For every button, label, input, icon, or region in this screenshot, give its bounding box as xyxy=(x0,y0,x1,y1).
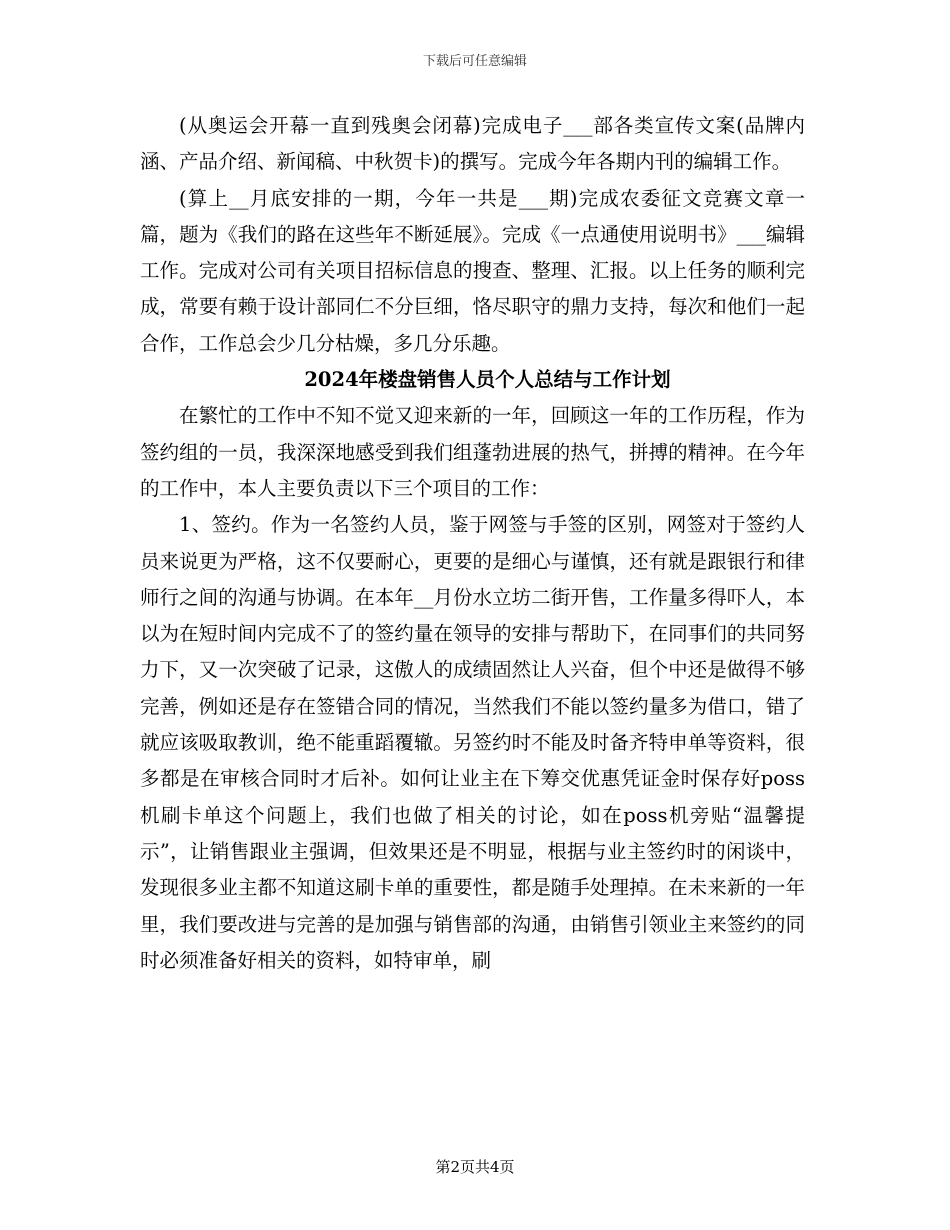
section-title: 2024年楼盘销售人员个人总结与工作计划 xyxy=(304,368,671,392)
paragraph-1: (从奥运会开幕一直到残奥会闭幕)完成电子___部各类宣传文案(品牌内涵、产品介绍、新闻稿、中秋贺卡)的撰写。完成今年各期内刊的编辑工作。 xyxy=(140,114,805,174)
paragraph-4: 1、签约。作为一名签约人员，鉴于网签与手签的区别，网签对于签约人员来说更为严格，这不仅要耐心，更要的是细心与谨慎，还有就是跟银行和律师行之间的沟通与协调。在本年__月份水立坊二街开售，工作量多得吓人，本以为在短时间内完成不了的签约量在领导的安排与帮助下，在同事们的共同努力下，又一次突破了记录，这傲人的成绩固然让人兴奋，但个中还是做得不够完善，例如还是存在签错合同的情况，当然我们不能以签约量多为借口，错了就应该吸取教训，绝不能重蹈覆辙。另签约时不能及时备齐特申单等资料，很多都是在审核合同时才后补。如何让业主在下筹交优惠凭证金时保存好poss机刷卡单这个问题上，我们也做了相关的讨论，如在poss机旁贴“温馨提示”，让销售跟业主强调，但效果还是不明显，根据与业主签约时的闲谈中，发现很多业主都不知道这刷卡单的重要性，都是随手处理掉。在未来新的一年里，我们要改进与完善的是加强与销售部的沟通，由销售引领业主来签约的同时必须准备好相关的资料，如特审单，刷 xyxy=(140,513,805,972)
paragraph-3: 在繁忙的工作中不知不觉又迎来新的一年，回顾这一年的工作历程，作为签约组的一员，我深深地感受到我们组蓬勃进展的热气，拼搏的精神。在今年的工作中，本人主要负责以下三个项目的工作： xyxy=(140,404,805,500)
document-body xyxy=(140,108,805,979)
page-footer: 第2页共4页 xyxy=(435,1158,515,1176)
page-header: 下载后可任意编辑 xyxy=(422,54,527,69)
paragraph-2: (算上__月底安排的一期，今年一共是___期)完成农委征文竞赛文章一篇，题为《我们的路在这些年不断延展》。完成《一点通使用说明书》___编辑工作。完成对公司有关项目招标信息的搜查、整理、汇报。以上任务的顺利完成，常要有赖于设计部同仁不分巨细，恪尽职守的鼎力支持，每次和他们一起合作，工作总会少几分枯燥，多几分乐趣。 xyxy=(140,186,805,355)
